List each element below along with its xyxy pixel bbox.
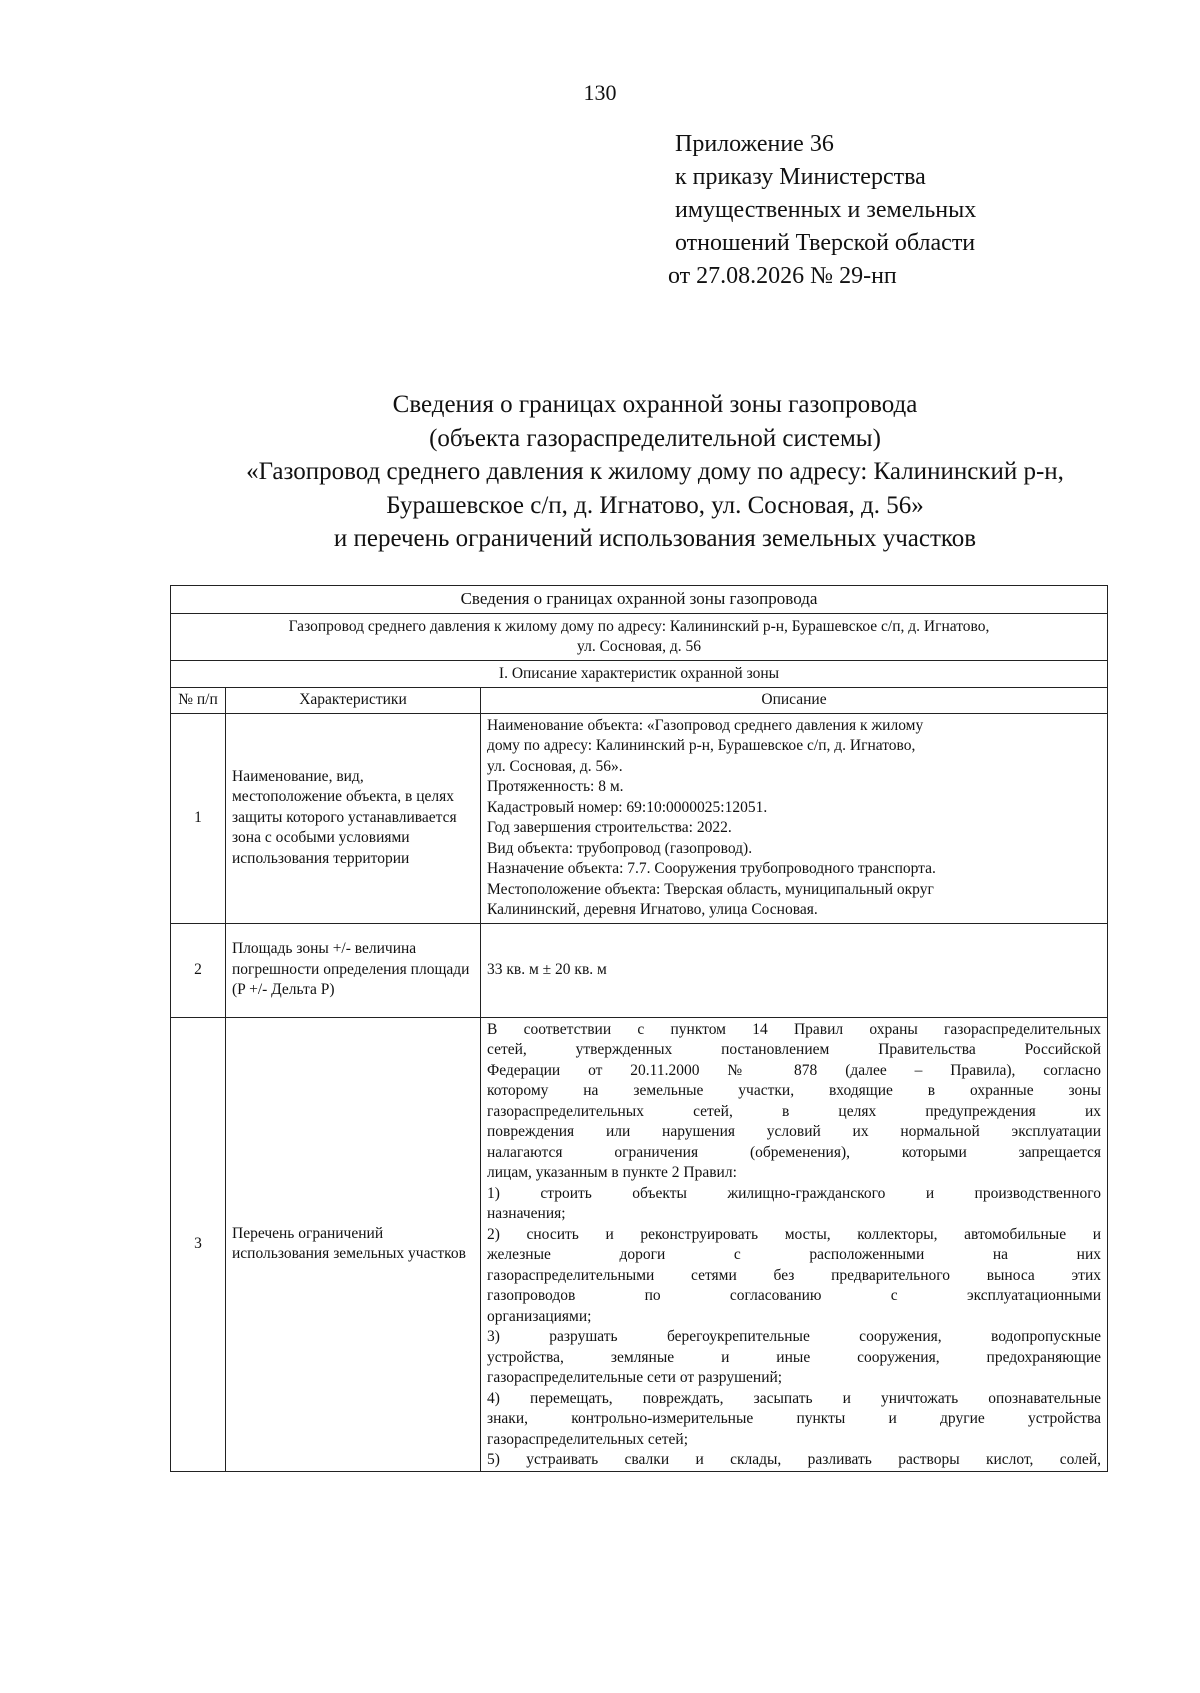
row-description: 33 кв. м ± 20 кв. м: [481, 923, 1108, 1017]
description-line: устройства, земляные и иные сооружения, предохраняющие: [487, 1348, 1101, 1366]
document-heading: [120, 388, 1190, 556]
description-line: повреждения или нарушения условий их нормальной эксплуатации: [487, 1123, 1101, 1140]
heading-line: Бурашевское с/п, д. Игнатово, ул. Сосновая, д. 56»: [386, 491, 924, 519]
description-line: Местоположение объекта: Тверская область, муниципальный округ: [487, 880, 934, 898]
description-line: сетей, утвержденных постановлением Правительства Российской: [487, 1041, 1101, 1058]
heading-line: (объекта газораспределительной системы): [429, 424, 881, 452]
description-line: организациями;: [487, 1307, 592, 1325]
description-line: газораспределительных сетей;: [487, 1430, 689, 1448]
description-line: Федерации от 20.11.2000 № 878 (далее – Правила), согласно: [487, 1061, 1101, 1079]
header-num: № п/п: [171, 688, 226, 714]
row-description: [481, 1017, 1108, 1471]
description-line: ул. Сосновая, д. 56».: [487, 757, 623, 775]
description-line: Калининский, деревня Игнатово, улица Сосновая.: [487, 901, 818, 918]
description-line: дому по адресу: Калининский р-н, Бурашевское с/п, д. Игнатово,: [487, 737, 916, 754]
description-line: железные дороги с расположенными на них: [487, 1246, 1101, 1263]
table-title: Сведения о границах охранной зоны газопровода: [171, 586, 1108, 614]
row-number: 1: [171, 713, 226, 923]
heading-line: «Газопровод среднего давления к жилому дому по адресу: Калининский р-н,: [246, 458, 1064, 485]
description-line: Наименование объекта: «Газопровод среднего давления к жилому: [487, 716, 924, 734]
table-row: [171, 923, 1108, 1017]
description-line: газораспределительных сетей, в целях предупреждения их: [487, 1102, 1101, 1120]
description-line: газопроводов по согласованию с эксплуатационными: [487, 1287, 1101, 1304]
description-line: Вид объекта: трубопровод (газопровод).: [487, 839, 753, 857]
header-characteristics: Характеристики: [226, 688, 481, 714]
table-subject-line: Газопровод среднего давления к жилому дому по адресу: Калининский р-н, Бурашевское с/п, д. Игнатово,: [288, 617, 990, 635]
table-header-row: [171, 688, 1108, 714]
description-line: знаки, контрольно-измерительные пункты и другие устройства: [487, 1410, 1101, 1427]
description-line: 3) разрушать берегоукрепительные сооружения, водопропускные: [487, 1328, 1101, 1345]
description-line: налагаются ограничения (обременения), которыми запрещается: [487, 1143, 1101, 1161]
description-line: лицам, указанным в пункте 2 Правил:: [487, 1164, 737, 1181]
description-line: Кадастровый номер: 69:10:0000025:12051.: [487, 798, 768, 816]
heading-line: и перечень ограничений использования земельных участков: [333, 525, 977, 552]
page-number: 130: [583, 80, 617, 105]
appendix-reference: [668, 128, 977, 293]
appendix-line: отношений Тверской области: [675, 230, 976, 256]
description-line: Назначение объекта: 7.7. Сооружения трубопроводного транспорта.: [487, 860, 936, 877]
description-line: 4) перемещать, повреждать, засыпать и уничтожать опознавательные: [487, 1389, 1101, 1407]
description-line: Год завершения строительства: 2022.: [487, 819, 732, 836]
description-line: 5) устраивать свалки и склады, разливать растворы кислот, солей,: [487, 1451, 1101, 1468]
protection-zone-table: [170, 585, 1108, 1472]
description-line: 1) строить объекты жилищно-гражданского и производственного: [487, 1184, 1101, 1202]
appendix-date-line: от 27.08.2026 № 29-нп: [668, 263, 897, 289]
header-description: Описание: [481, 688, 1108, 714]
row-number: 3: [171, 1017, 226, 1471]
description-line: которому на земельные участки, входящие в охранные зоны: [487, 1082, 1101, 1099]
appendix-line: к приказу Министерства: [675, 164, 926, 190]
row-number: 2: [171, 923, 226, 1017]
row-characteristic: Площадь зоны +/- величина погрешности определения площади (P +/- Дельта P): [226, 923, 481, 1017]
description-line: Протяженность: 8 м.: [487, 778, 624, 795]
appendix-line: имущественных и земельных: [675, 197, 977, 223]
row-description: [481, 713, 1108, 923]
table-subject: [171, 613, 1108, 660]
description-line: назначения;: [487, 1205, 566, 1222]
table-row: [171, 713, 1108, 923]
row-characteristic: Перечень ограничений использования земельных участков: [226, 1017, 481, 1471]
description-line: газораспределительные сети от разрушений;: [487, 1369, 783, 1386]
table-subject-line: ул. Сосновая, д. 56: [577, 637, 701, 655]
table-section-title: I. Описание характеристик охранной зоны: [171, 660, 1108, 688]
heading-line: Сведения о границах охранной зоны газопровода: [392, 391, 918, 418]
description-line: В соответствии с пунктом 14 Правил охраны газораспределительных: [487, 1020, 1101, 1038]
row-characteristic: Наименование, вид, местоположение объекта, в целях защиты которого устанавливается зона с особыми условиями использования территории: [226, 713, 481, 923]
appendix-line: Приложение 36: [675, 131, 834, 157]
description-line: газораспределительными сетями без предварительного выноса этих: [487, 1266, 1101, 1284]
description-line: 2) сносить и реконструировать мосты, коллекторы, автомобильные и: [487, 1225, 1101, 1243]
table-row: [171, 1017, 1108, 1471]
